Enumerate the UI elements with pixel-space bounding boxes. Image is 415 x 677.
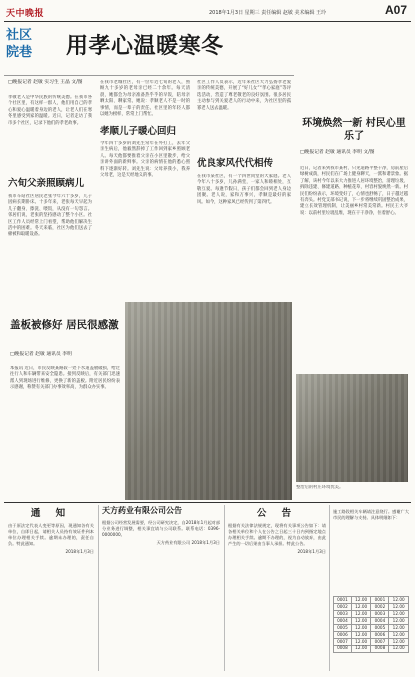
table-cell: 12.00: [389, 603, 409, 610]
announcement-sign: 2018年1月3日: [297, 549, 326, 554]
table-cell: 12.00: [389, 631, 409, 638]
right-notice-text: 施工路段相关车辆请注意绕行。感谢广大市民的理解与支持。具体明细如下：: [333, 509, 409, 520]
table-row: [334, 638, 409, 645]
listing-table-body: [334, 597, 409, 653]
ad-block: [102, 505, 220, 671]
headline-rule: [4, 75, 294, 76]
table-row: [334, 624, 409, 631]
box-story-byline: □晚报记者 赵敏 通讯员 李明: [10, 352, 72, 357]
section-tag: [6, 27, 44, 71]
right-story-body: 近日，记者来到我市某村，只见道路平整干净，房前屋后绿树成荫，村民们在广场上健身聊天，一派和谐景象。据了解，该村今年以来大力推进人居环境整治，清理垃圾、拆除违建、修建道路、种植花草，村容村貌焕然一新。村民们纷纷表示，环境变好了，心情也舒畅了，日子越过越有奔头。村党支部书记说，下一步将继续巩固整治成果，建立长效管理机制，让美丽乡村常美常新。村民王大爷说：以前村里垃圾乱堆，现在干干净净，住着舒心。: [300, 166, 408, 216]
column-divider: [98, 505, 99, 671]
main-byline: □晚报记者 赵敏 实习生 王晶 文/图: [8, 80, 83, 85]
box-story-body: 本报讯 近日，市民反映某路段一处下水道盖板破损，给过往行人和车辆带来安全隐患。接到反映后，有关部门迅速派人到现场进行维修，更换了新的盖板。附近居民纷纷表示感谢，称赞有关部门办事效率高，为群众办实事。: [10, 366, 120, 391]
table-cell: 12.00: [389, 617, 409, 624]
table-row: [334, 597, 409, 604]
dateline: 2018年1月3日 星期三 责任编辑 赵敏 美术编辑 王玲: [209, 10, 327, 16]
masthead: [4, 3, 411, 20]
column-divider: [329, 505, 330, 671]
section-line-1: 社区: [6, 28, 33, 43]
main-col3-body2: 在我市某社区，有一个四世同堂的大家庭。老人今年八十多岁，儿孙满堂，一家人和睦相处，互敬互爱。每逢节假日，孩子们都会回到老人身边团聚。老人说，家和万事兴，孝顺是最好的家风。如今，这种家风已经传到了第四代。: [197, 174, 291, 205]
table-cell: 12.00: [351, 610, 371, 617]
notice-text: 由于原法定代表人变更等原因，现通知各有关单位，自即日起，请相关人员持有效证件到本单位办理相关手续。逾期未办理的，责任自负。特此通知。: [8, 523, 94, 546]
table-cell: 0006: [371, 631, 389, 638]
main-headline: 用孝心温暖寒冬: [66, 34, 224, 59]
table-row: [334, 645, 409, 652]
table-cell: 0004: [371, 617, 389, 624]
table-cell: 12.00: [389, 597, 409, 604]
main-subhead-3: 优良家风代代相传: [197, 158, 274, 169]
listing-table: [333, 596, 409, 653]
table-cell: 0005: [334, 624, 352, 631]
table-cell: 0008: [371, 645, 389, 652]
table-cell: 0008: [334, 645, 352, 652]
right-story-byline: □晚报记者 赵敏 通讯员 李明 文/图: [300, 150, 375, 155]
ad-sign: 天方药业有限公司 2018年1月3日: [156, 540, 220, 545]
main-col2-body: 在我市老城社区，有一位年近七旬的老人，照顾九十多岁的老母亲已经二十余年。每天清晨，她都会为母亲准备热乎乎的早饭，陪母亲晒太阳、聊家常。她说：孝顺老人不是一时的事情，而是一辈子的责任。社区里的年轻人都以她为榜样，常常上门帮忙。: [100, 80, 190, 118]
ad-title: 天方药业有限公司公告: [102, 506, 182, 515]
column-divider: [224, 505, 225, 671]
table-cell: 12.00: [351, 617, 371, 624]
main-subhead-2: 孝顺儿子暖心回归: [100, 126, 177, 137]
table-cell: 0005: [371, 624, 389, 631]
table-row: [334, 617, 409, 624]
table-row: [334, 631, 409, 638]
table-row: [334, 603, 409, 610]
main-col3-body: 社区工作人员表示，近年来社区大力弘扬孝老爱亲的传统美德，开展了“好儿女”“孝心家庭”等评选活动，营造了尊老敬老的良好氛围。很多居民主动参与到关爱老人的行动中来，为社区里的孤寡老人送去温暖。: [197, 80, 291, 111]
table-cell: 12.00: [351, 638, 371, 645]
table-row: [334, 610, 409, 617]
table-cell: 12.00: [351, 631, 371, 638]
table-cell: 0001: [371, 597, 389, 604]
table-cell: 0007: [371, 638, 389, 645]
ad-text: 根据公司经营发展需要，经公司研究决定，自2018年1月起对部分业务进行调整，相关事宜请与公司联系。联系电话：0396-0000000。: [102, 520, 220, 537]
table-cell: 12.00: [389, 638, 409, 645]
table-cell: 12.00: [389, 645, 409, 652]
main-subhead-1: 六旬父亲照顾病儿: [8, 178, 85, 189]
table-cell: 0001: [334, 597, 352, 604]
notice-sign: 2018年1月3日: [65, 549, 94, 554]
announcement-text: 根据有关法律法规规定，现将有关事项公告如下：请各相关单位和个人在公告之日起三十日内到指定地点办理相关手续。逾期不办理的，视为自动放弃，由此产生的一切后果由当事人承担。特此公告。: [228, 523, 326, 546]
table-cell: 12.00: [389, 610, 409, 617]
table-cell: 0002: [334, 603, 352, 610]
section-line-2: 院巷: [6, 45, 33, 60]
newspaper-logo: 天中晚报: [6, 9, 45, 19]
table-cell: 12.00: [351, 624, 371, 631]
table-cell: 12.00: [389, 624, 409, 631]
table-cell: 0003: [371, 610, 389, 617]
table-cell: 12.00: [351, 597, 371, 604]
table-cell: 0006: [334, 631, 352, 638]
right-story-caption: 整治后的村庄环境优美。: [296, 485, 344, 490]
table-cell: 0007: [334, 638, 352, 645]
announcement-block: [228, 505, 326, 671]
main-col1-intro: 孝敬老人是中华民族的传统美德。在我市各个社区里，有这样一群人，他们用自己的孝心和爱心温暖着身边的老人，让老人们在寒冬里感受到家的温暖。近日，记者走访了我市多个社区，记录下他们的孝老故事。: [8, 95, 92, 126]
table-cell: 0004: [334, 617, 352, 624]
table-cell: 0003: [334, 610, 352, 617]
right-notice-block: [333, 505, 409, 593]
page-number: A07: [384, 3, 407, 17]
box-story-title: 盖板被修好 居民很感激: [10, 319, 119, 331]
announcement-title: 公 告: [256, 508, 298, 519]
table-cell: 0002: [371, 603, 389, 610]
notice-block: [8, 505, 94, 671]
right-story-photo: [296, 374, 408, 482]
masthead-rule: [4, 21, 411, 22]
notice-title: 通 知: [30, 508, 72, 519]
right-story-title: 环境焕然一新 村民心里乐了: [302, 118, 406, 142]
table-cell: 12.00: [351, 645, 371, 652]
main-story-photo: [125, 302, 292, 500]
main-col1-body: 我市车站社区居民老张今年六十多岁，儿子因病长期卧床。十多年来，老张每天早起为儿子翻身、擦洗、喂饭，从没有一句怨言。邻居们说，老张的坚持感动了整个小区。社区工作人员经常上门看望，帮助他们解决生活中的困难。冬天来临，社区为他们送去了棉被和取暖设备。: [8, 194, 92, 238]
main-col2-body2: 今年四十多岁的刘先生常年在外打工，去年父亲生病后，他毅然辞掉了工作回到家乡照顾老人。每天他都要推着父亲在小区里散步，给父亲讲外面的新鲜事。父亲的病情在他的悉心照料下逐渐好转。刘先生说：父母养我小，我养父母老，这是天经地义的事。: [100, 141, 190, 179]
table-cell: 12.00: [351, 603, 371, 610]
bottom-section-rule: [4, 502, 411, 503]
